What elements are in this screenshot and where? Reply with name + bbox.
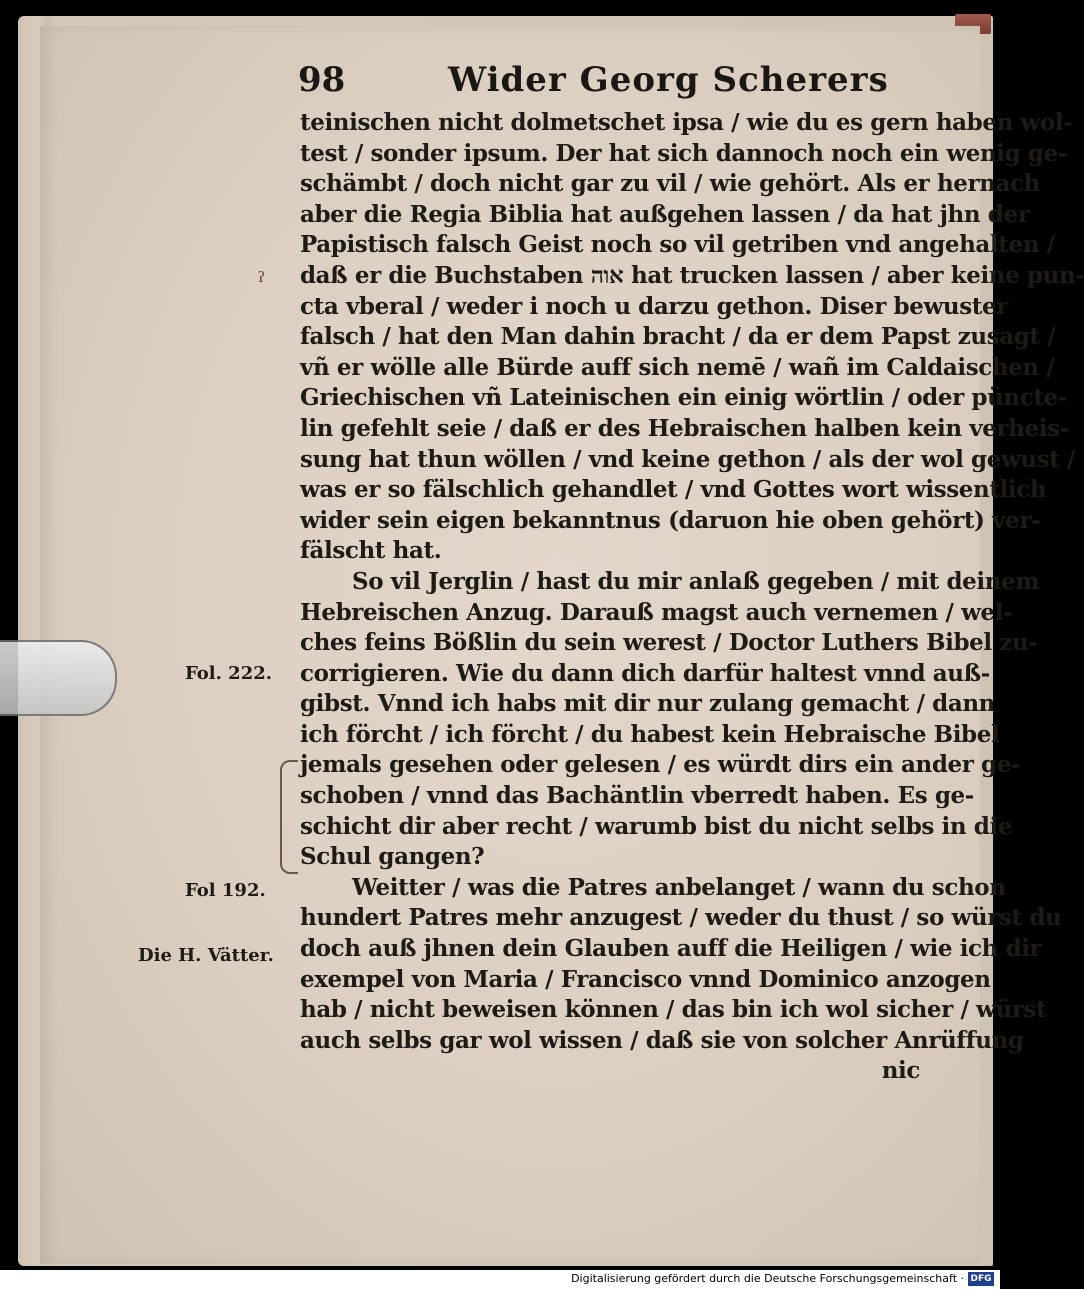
text-line: lin gefehlt seie / daß er des Hebraischen halben kein verheis- [300, 414, 1069, 442]
text-line: schoben / vnnd das Bachäntlin vberredt haben. Es ge- [300, 782, 974, 810]
text-line: Schul gangen? [300, 843, 485, 871]
margin-note-fol-192: Fol 192. [185, 880, 266, 901]
text-line: corrigieren. Wie du dann dich darfür haltest vnnd auß- [300, 659, 990, 687]
footer-bar [0, 1270, 1000, 1289]
text-line: So vil Jerglin / hast du mir anlaß gegeben / mit deinem [352, 567, 1040, 595]
text-line: Weitter / was die Patres anbelanget / wann du schon [352, 873, 1006, 901]
text-line: schicht dir aber recht / warumb bist du nicht selbs in die [300, 812, 1013, 840]
text-line: hundert Patres mehr anzugest / weder du thust / so würst du [300, 904, 1062, 932]
text-line: ches feins Bößlin du sein werest / Doctor Luthers Bibel zu- [300, 629, 1038, 657]
margin-note-die-vaetter: Die H. Vätter. [138, 945, 274, 966]
footer-credit: Digitalisierung gefördert durch die Deutsche Forschungsgemeinschaft · [571, 1272, 964, 1285]
text-line: falsch / hat den Man dahin bracht / da er dem Papst zusagt / [300, 323, 1056, 351]
text-line: wider sein eigen bekanntnus (daruon hie oben gehört) ver- [300, 506, 1041, 534]
running-title: Wider Georg Scherers [448, 60, 889, 100]
pencil-bracket [280, 760, 298, 874]
text-line: ich förcht / ich förcht / du habest kein Hebraische Bibel [300, 720, 1000, 748]
text-line: auch selbs gar wol wissen / daß sie von solcher Anrüffung [300, 1026, 1024, 1054]
text-line: sung hat thun wöllen / vnd keine gethon / als der wol gewust / [300, 445, 1076, 473]
text-line: exempel von Maria / Francisco vnnd Dominico anzogen [300, 965, 991, 993]
dfg-logo: DFG [968, 1272, 994, 1286]
text-line: aber die Regia Biblia hat außgehen lassen / da hat jhn der [300, 200, 1030, 228]
text-line: doch auß jhnen dein Glauben auff die Heiligen / wie ich dir [300, 935, 1042, 963]
catchword: nic [881, 1057, 920, 1085]
pencil-annotation: ˀ [258, 268, 266, 298]
margin-note-fol-222: Fol. 222. [185, 663, 273, 684]
text-line: was er so fälschlich gehandlet / vnd Gottes wort wissentlich [300, 476, 1047, 504]
page-number: 98 [298, 60, 346, 100]
text-line: fälscht hat. [300, 537, 442, 565]
text-line: daß er die Buchstaben אוה hat trucken lassen / aber keine pun- [300, 261, 1084, 289]
text-line: Hebreischen Anzug. Darauß magst auch vernemen / wel- [300, 598, 1013, 626]
clip-tab [0, 640, 117, 716]
text-line: Griechischen vñ Lateinischen ein einig wörtlin / oder püncte- [300, 384, 1067, 412]
page-header [298, 60, 918, 106]
text-line: Papistisch falsch Geist noch so vil getriben vnd angehalten / [300, 231, 1055, 259]
body-text [300, 108, 1084, 1087]
text-line: cta vberal / weder i noch u darzu gethon. Diser bewuster [300, 292, 1008, 320]
text-line: jemals gesehen oder gelesen / es würdt dirs ein ander ge- [300, 751, 1021, 779]
text-line: vñ er wölle alle Bürde auff sich nemē / wañ im Caldaischen / [300, 353, 1055, 381]
text-line: gibst. Vnnd ich habs mit dir nur zulang gemacht / dann [300, 690, 996, 718]
text-line: schämbt / doch nicht gar zu vil / wie gehört. Als er hernach [300, 170, 1040, 198]
text-line: test / sonder ipsum. Der hat sich dannoch noch ein wenig ge- [300, 139, 1067, 167]
text-line: teinischen nicht dolmetschet ipsa / wie du es gern haben wol- [300, 109, 1073, 136]
text-line: hab / nicht beweisen können / das bin ich wol sicher / würst [300, 996, 1047, 1024]
